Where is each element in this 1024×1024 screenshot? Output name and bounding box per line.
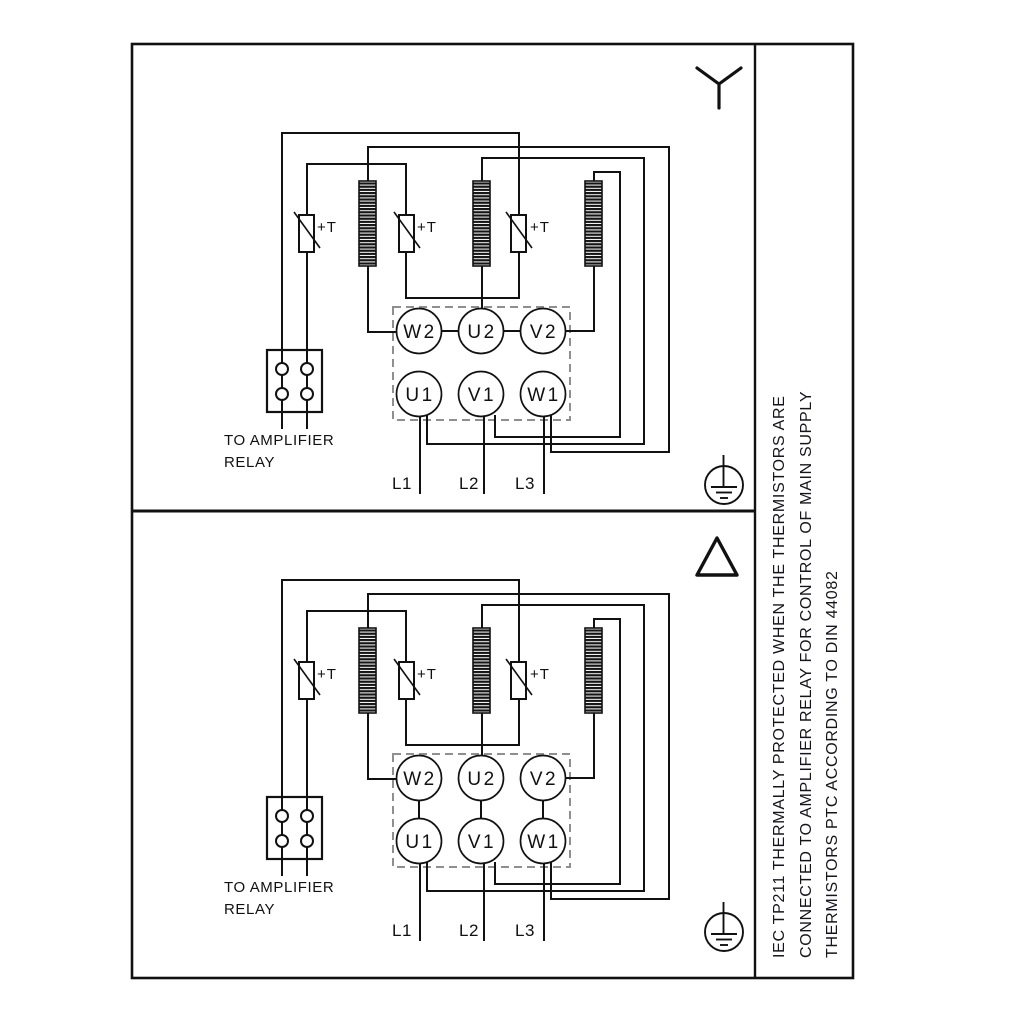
thermistor-2 — [399, 662, 414, 699]
thermistor-3 — [511, 662, 526, 699]
thermistor-2-label: +T — [417, 219, 437, 236]
relay-contact — [276, 388, 288, 400]
thermistor-1 — [299, 662, 314, 699]
earth-ground-icon — [705, 902, 743, 951]
side-note-line-2: CONNECTED TO AMPLIFIER RELAY FOR CONTROL OF MAIN SUPPLY — [798, 390, 815, 958]
thermistor-3-label: +T — [530, 219, 550, 236]
winding-3 — [585, 181, 602, 266]
wire-thermistor2-to-thermistor3 — [406, 699, 519, 745]
terminal-u1-label: U1 — [405, 832, 435, 853]
amplifier-relay-box — [267, 797, 322, 859]
delta-connection-icon — [697, 538, 737, 575]
thermistor-3 — [511, 215, 526, 252]
winding-2 — [473, 181, 490, 266]
amplifier-relay-box — [267, 350, 322, 412]
supply-l3-label: L3 — [515, 921, 535, 940]
panel-delta — [224, 538, 743, 951]
relay-contact — [276, 810, 288, 822]
supply-l1-label: L1 — [392, 474, 412, 493]
relay-contact — [301, 388, 313, 400]
supply-l3-label: L3 — [515, 474, 535, 493]
winding-2 — [473, 628, 490, 713]
thermistor-1-label: +T — [317, 666, 337, 683]
relay-contact — [301, 835, 313, 847]
side-note-line-1: IEC TP211 THERMALLY PROTECTED WHEN THE THERMISTORS ARE — [771, 395, 788, 958]
terminal-v1-label: V1 — [467, 385, 497, 406]
terminal-w2-label: W2 — [403, 322, 437, 343]
winding-3 — [585, 628, 602, 713]
relay-contact — [301, 810, 313, 822]
side-note-line-3: THERMISTORS PTC ACCORDING TO DIN 44082 — [824, 570, 841, 958]
wire-thermistor2-to-thermistor3 — [406, 252, 519, 298]
thermistor-2-label: +T — [417, 666, 437, 683]
relay-note-line1: TO AMPLIFIER — [224, 432, 335, 449]
terminal-v2-label: V2 — [529, 322, 559, 343]
supply-l2-label: L2 — [459, 474, 479, 493]
supply-l1-label: L1 — [392, 921, 412, 940]
terminal-u2-label: U2 — [467, 322, 497, 343]
relay-contact — [276, 363, 288, 375]
panel-star — [224, 68, 743, 504]
relay-note-line2: RELAY — [224, 454, 276, 471]
terminal-u1-label: U1 — [405, 385, 435, 406]
terminal-v2-label: V2 — [529, 769, 559, 790]
terminal-w1-label: W1 — [527, 385, 561, 406]
relay-note-line1: TO AMPLIFIER — [224, 879, 335, 896]
thermistor-2 — [399, 215, 414, 252]
supply-l2-label: L2 — [459, 921, 479, 940]
terminal-v1-label: V1 — [467, 832, 497, 853]
thermistor-1-label: +T — [317, 219, 337, 236]
relay-contact — [276, 835, 288, 847]
winding-1 — [359, 628, 376, 713]
star-connection-icon — [697, 68, 741, 108]
terminal-u2-label: U2 — [467, 769, 497, 790]
relay-contact — [301, 363, 313, 375]
terminal-w2-label: W2 — [403, 769, 437, 790]
winding-1 — [359, 181, 376, 266]
terminal-w1-label: W1 — [527, 832, 561, 853]
earth-ground-icon — [705, 455, 743, 504]
thermistor-1 — [299, 215, 314, 252]
relay-note-line2: RELAY — [224, 901, 276, 918]
thermistor-3-label: +T — [530, 666, 550, 683]
